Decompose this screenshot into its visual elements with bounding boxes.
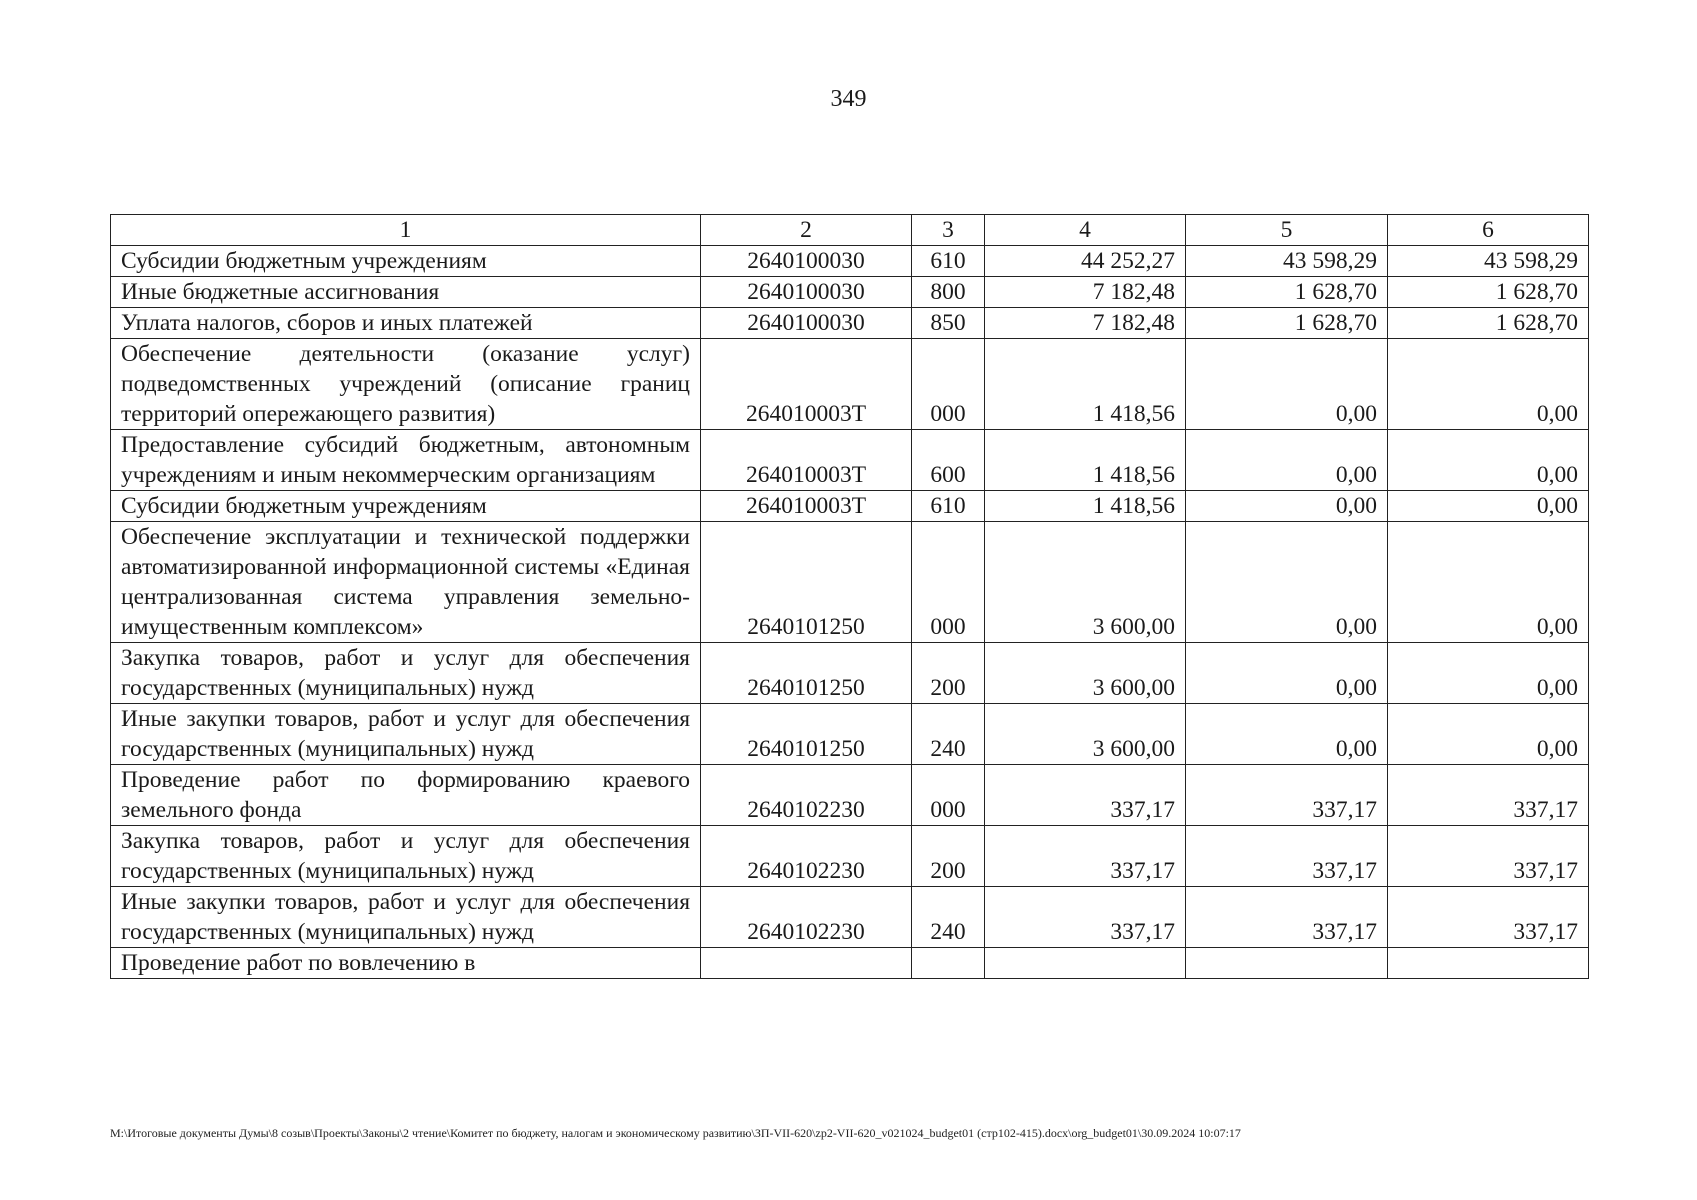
column-header: 4 <box>985 215 1186 246</box>
row-code: 2640100030 <box>701 246 912 277</box>
row-value-5: 1 628,70 <box>1186 277 1388 308</box>
row-value-6: 43 598,29 <box>1388 246 1589 277</box>
row-code: 2640102230 <box>701 826 912 887</box>
row-value-4: 337,17 <box>985 765 1186 826</box>
row-kind: 610 <box>912 491 985 522</box>
table-row <box>111 704 1589 765</box>
row-value-5: 43 598,29 <box>1186 246 1388 277</box>
table-row <box>111 948 1589 979</box>
row-value-4: 7 182,48 <box>985 308 1186 339</box>
row-value-6: 1 628,70 <box>1388 308 1589 339</box>
row-code: 264010003Т <box>701 491 912 522</box>
column-header: 2 <box>701 215 912 246</box>
row-value-6: 0,00 <box>1388 491 1589 522</box>
row-value-4: 1 418,56 <box>985 491 1186 522</box>
table-row <box>111 765 1589 826</box>
row-value-6: 0,00 <box>1388 430 1589 491</box>
row-code: 2640100030 <box>701 277 912 308</box>
row-kind: 610 <box>912 246 985 277</box>
row-code <box>701 948 912 979</box>
row-value-4: 7 182,48 <box>985 277 1186 308</box>
table-row <box>111 522 1589 643</box>
column-header: 1 <box>111 215 701 246</box>
table-row <box>111 339 1589 430</box>
table-row <box>111 887 1589 948</box>
row-kind <box>912 948 985 979</box>
row-value-4: 44 252,27 <box>985 246 1186 277</box>
row-value-6: 1 628,70 <box>1388 277 1589 308</box>
row-value-5: 0,00 <box>1186 643 1388 704</box>
table-row <box>111 491 1589 522</box>
row-kind: 240 <box>912 887 985 948</box>
row-code: 264010003Т <box>701 339 912 430</box>
row-value-5: 0,00 <box>1186 339 1388 430</box>
column-header: 6 <box>1388 215 1589 246</box>
row-value-5: 337,17 <box>1186 826 1388 887</box>
table-row <box>111 643 1589 704</box>
table-row <box>111 430 1589 491</box>
row-value-4: 1 418,56 <box>985 430 1186 491</box>
row-kind: 200 <box>912 643 985 704</box>
row-code: 2640101250 <box>701 643 912 704</box>
row-value-4: 337,17 <box>985 887 1186 948</box>
table-row <box>111 246 1589 277</box>
table-header-row <box>111 215 1589 246</box>
row-code: 2640102230 <box>701 765 912 826</box>
row-name: Уплата налогов, сборов и иных платежей <box>111 308 701 339</box>
budget-table <box>110 214 1589 979</box>
row-value-4: 337,17 <box>985 826 1186 887</box>
row-value-5: 0,00 <box>1186 430 1388 491</box>
row-code: 2640101250 <box>701 704 912 765</box>
row-value-5 <box>1186 948 1388 979</box>
row-code: 2640100030 <box>701 308 912 339</box>
row-value-5: 1 628,70 <box>1186 308 1388 339</box>
row-value-6: 0,00 <box>1388 643 1589 704</box>
footer-file-path: M:\Итоговые документы Думы\8 созыв\Проекты\Законы\2 чтение\Комитет по бюджету, налогам и экономическому развитию\ЗП-VII-620\zp2-VII-620_v021024_budget01 (стр102-415).docx\org_budget01\30.09.2024 10:07:17 <box>110 1126 1241 1140</box>
row-kind: 200 <box>912 826 985 887</box>
row-name: Иные бюджетные ассигнования <box>111 277 701 308</box>
row-value-4: 3 600,00 <box>985 522 1186 643</box>
row-value-4: 3 600,00 <box>985 643 1186 704</box>
row-value-5: 337,17 <box>1186 887 1388 948</box>
column-header: 5 <box>1186 215 1388 246</box>
column-header: 3 <box>912 215 985 246</box>
row-name: Закупка товаров, работ и услуг для обеспечения государственных (муниципальных) нужд <box>111 826 701 887</box>
row-value-6: 337,17 <box>1388 765 1589 826</box>
table-row <box>111 277 1589 308</box>
row-kind: 800 <box>912 277 985 308</box>
row-value-6 <box>1388 948 1589 979</box>
row-kind: 000 <box>912 765 985 826</box>
row-code: 264010003Т <box>701 430 912 491</box>
row-value-5: 0,00 <box>1186 491 1388 522</box>
row-kind: 240 <box>912 704 985 765</box>
table-row <box>111 308 1589 339</box>
row-name: Проведение работ по вовлечению в <box>111 948 701 979</box>
row-name: Проведение работ по формированию краевого земельного фонда <box>111 765 701 826</box>
row-value-4: 1 418,56 <box>985 339 1186 430</box>
row-kind: 850 <box>912 308 985 339</box>
row-name: Обеспечение деятельности (оказание услуг) подведомственных учреждений (описание границ территорий опережающего развития) <box>111 339 701 430</box>
row-name: Субсидии бюджетным учреждениям <box>111 491 701 522</box>
row-value-6: 0,00 <box>1388 339 1589 430</box>
table-row <box>111 826 1589 887</box>
row-code: 2640102230 <box>701 887 912 948</box>
row-value-4 <box>985 948 1186 979</box>
row-kind: 600 <box>912 430 985 491</box>
row-value-6: 337,17 <box>1388 826 1589 887</box>
row-name: Иные закупки товаров, работ и услуг для обеспечения государственных (муниципальных) нужд <box>111 704 701 765</box>
row-name: Иные закупки товаров, работ и услуг для обеспечения государственных (муниципальных) нужд <box>111 887 701 948</box>
row-name: Субсидии бюджетным учреждениям <box>111 246 701 277</box>
row-kind: 000 <box>912 522 985 643</box>
row-code: 2640101250 <box>701 522 912 643</box>
row-value-6: 337,17 <box>1388 887 1589 948</box>
row-name: Предоставление субсидий бюджетным, автономным учреждениям и иным некоммерческим организациям <box>111 430 701 491</box>
row-value-5: 337,17 <box>1186 765 1388 826</box>
row-value-5: 0,00 <box>1186 522 1388 643</box>
row-name: Обеспечение эксплуатации и технической поддержки автоматизированной информационной системы «Единая централизованная система управления земельно-имущественным комплексом» <box>111 522 701 643</box>
row-kind: 000 <box>912 339 985 430</box>
row-value-4: 3 600,00 <box>985 704 1186 765</box>
row-value-6: 0,00 <box>1388 704 1589 765</box>
row-value-6: 0,00 <box>1388 522 1589 643</box>
row-value-5: 0,00 <box>1186 704 1388 765</box>
row-name: Закупка товаров, работ и услуг для обеспечения государственных (муниципальных) нужд <box>111 643 701 704</box>
page-number: 349 <box>830 86 867 112</box>
